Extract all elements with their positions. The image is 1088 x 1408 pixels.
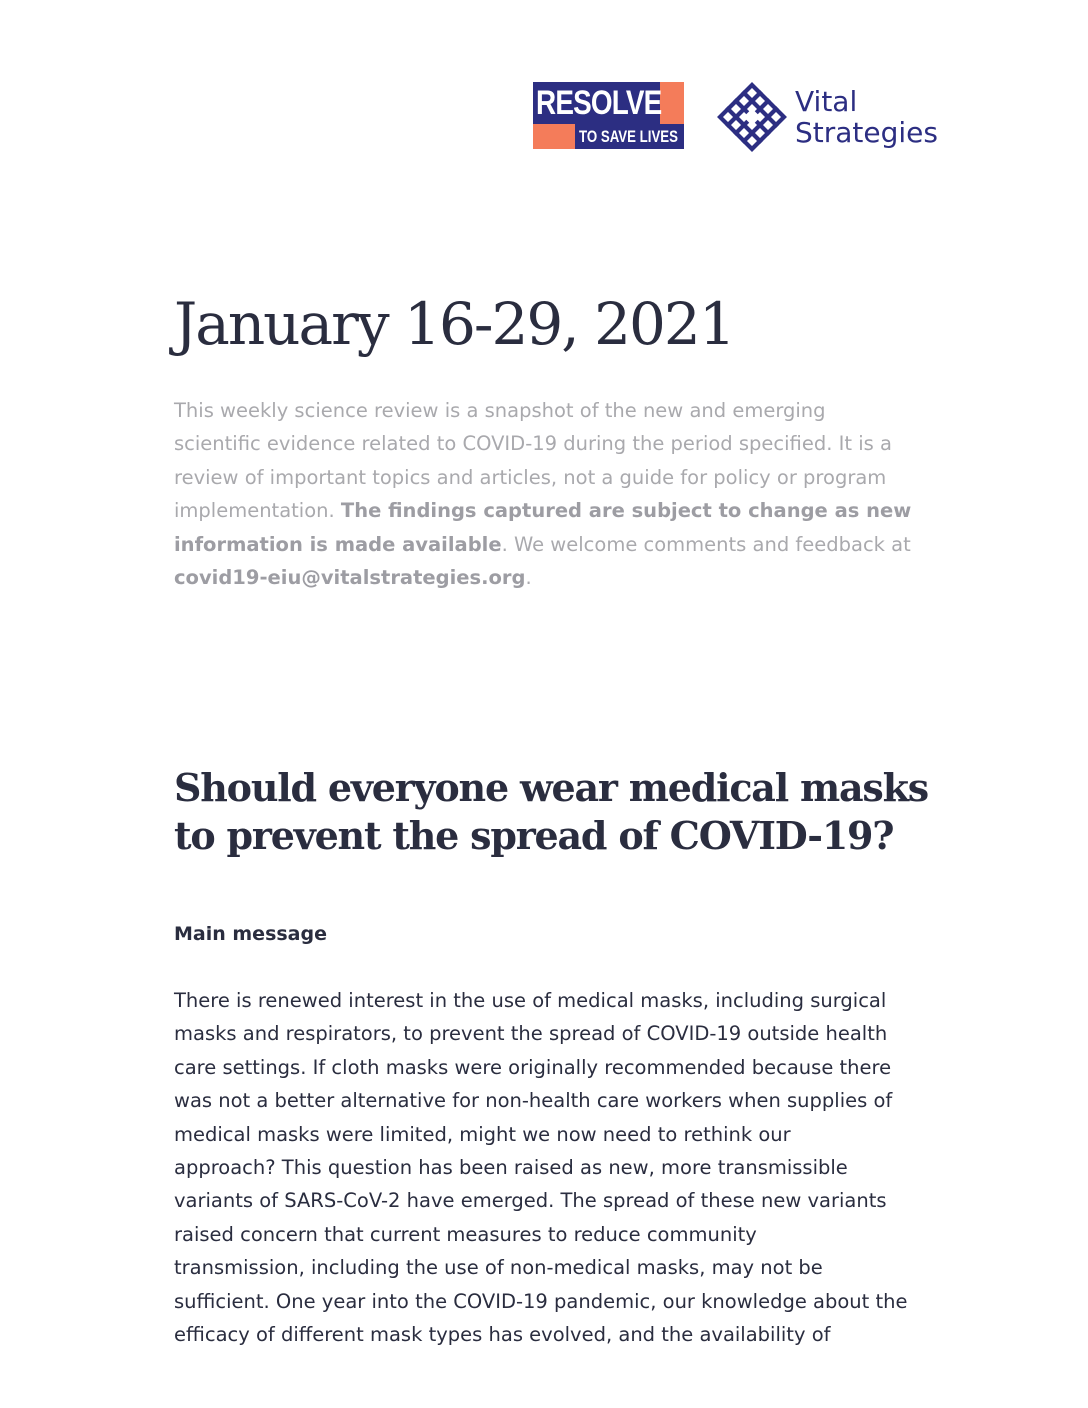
intro-disclaimer-bold-part2: information is made available	[174, 532, 502, 556]
body-line: sufficient. One year into the COVID-19 pandemic, our knowledge about the	[174, 1289, 908, 1313]
body-line: There is renewed interest in the use of medical masks, including surgical	[174, 989, 887, 1012]
section-title-line1: Should everyone wear medical masks	[174, 765, 928, 810]
section-title	[174, 764, 934, 860]
intro-line: scientific evidence related to COVID-19 during the period specified. It is a	[174, 432, 892, 456]
body-line: transmission, including the use of non-medical masks, may not be	[174, 1256, 823, 1280]
body-line: approach? This question has been raised as new, more transmissible	[174, 1156, 848, 1180]
intro-line	[174, 494, 919, 527]
resolve-logo-word: RESOLVE	[536, 84, 662, 122]
main-message-body	[174, 984, 919, 1351]
body-line: care settings. If cloth masks were originally recommended because there	[174, 1055, 892, 1079]
main-message-heading: Main message	[174, 923, 327, 945]
intro-line	[174, 528, 919, 561]
body-line: medical masks were limited, might we now need to rethink our	[174, 1122, 791, 1146]
vital-strategies-logo	[717, 82, 957, 152]
intro-line	[174, 561, 919, 594]
vital-strategies-lattice-icon	[717, 82, 787, 152]
page-title-date-range: January 16-29, 2021	[174, 290, 734, 358]
intro-feedback-text: . We welcome comments and feedback at	[501, 532, 911, 556]
resolve-logo-accent-top	[660, 82, 684, 124]
body-line: masks and respirators, to prevent the spread of COVID-19 outside health	[174, 1022, 888, 1046]
vital-wordmark-line2: Strategies	[795, 116, 938, 149]
intro-line: This weekly science review is a snapshot of the new and emerging	[174, 399, 826, 422]
body-line: variants of SARS-CoV-2 have emerged. The spread of these new variants	[174, 1189, 887, 1213]
body-line: was not a better alternative for non-health care workers when supplies of	[174, 1089, 893, 1113]
intro-line4-start: implementation.	[174, 499, 341, 523]
header-logos	[533, 82, 953, 154]
intro-disclaimer-bold-part1: The findings captured are subject to change as new	[340, 499, 912, 523]
intro-line: review of important topics and articles, not a guide for policy or program	[174, 465, 887, 489]
feedback-email-link[interactable]: covid19-eiu@vitalstrategies.org	[174, 566, 526, 590]
intro-paragraph	[174, 394, 919, 594]
body-line: raised concern that current measures to reduce community	[174, 1222, 757, 1246]
body-line: efficacy of different mask types has evolved, and the availability of	[174, 1323, 831, 1347]
section-title-line2: to prevent the spread of COVID-19?	[174, 813, 894, 858]
resolve-to-save-lives-logo	[533, 82, 684, 149]
vital-strategies-wordmark	[795, 86, 938, 148]
intro-end-period: .	[525, 566, 532, 590]
vital-wordmark-line1: Vital	[795, 85, 858, 118]
resolve-logo-tagline: TO SAVE LIVES	[579, 127, 678, 146]
resolve-logo-accent-bottom	[533, 124, 575, 149]
